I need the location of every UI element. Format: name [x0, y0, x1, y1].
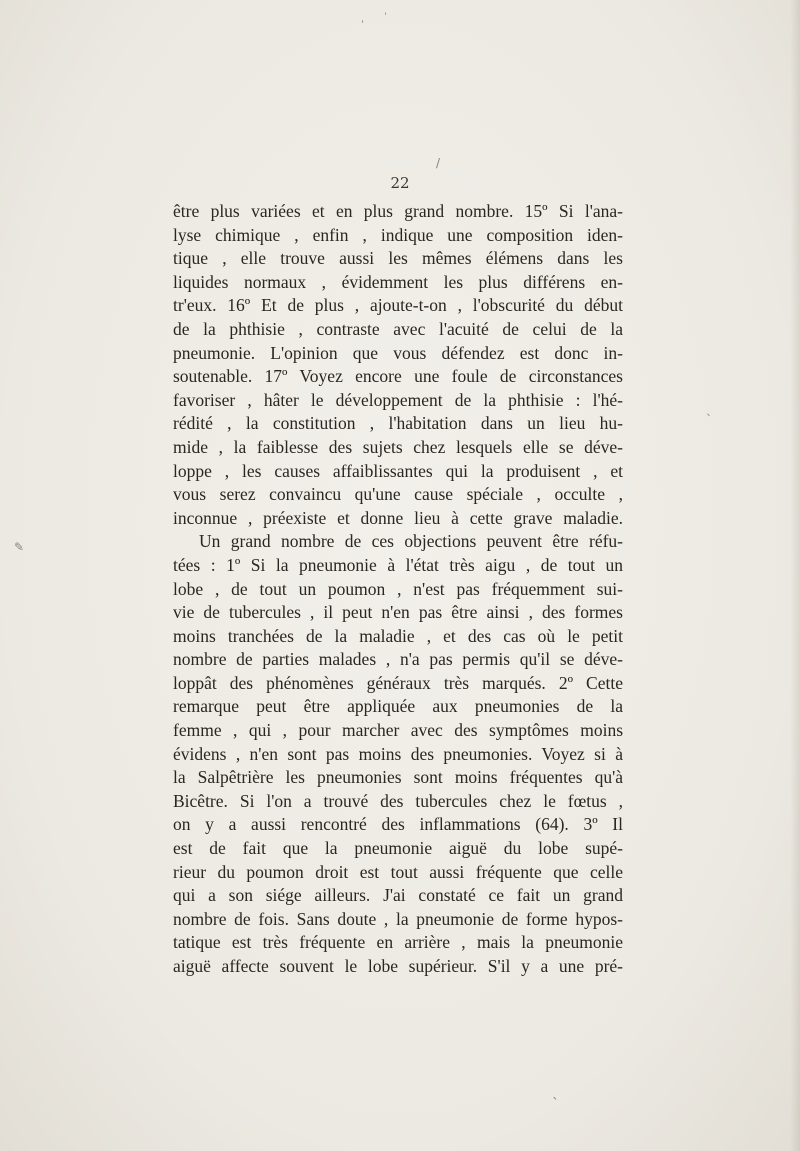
text-line: tique , elle trouve aussi les mêmes élémens dans les — [173, 248, 623, 269]
text-line: vie de tubercules , il peut n'en pas être ainsi , des formes — [173, 602, 623, 623]
paper-speck: ✎ — [14, 540, 25, 554]
text-line: nombre de fois. Sans doute , la pneumonie de forme hypos- — [173, 908, 623, 929]
text-line: loppât des phénomènes généraux très marqués. 2º Cette — [173, 672, 623, 693]
page-number: 22 — [390, 174, 410, 192]
text-line: Un grand nombre de ces objections peuvent être réfu- — [199, 531, 623, 552]
paper-speck: ˎ — [706, 402, 712, 416]
text-line: femme , qui , pour marcher avec des symptômes moins — [173, 720, 623, 741]
body-text — [173, 200, 623, 979]
text-line: est de fait que la pneumonie aiguë du lobe supé- — [173, 838, 623, 859]
text-line: évidens , n'en sont pas moins des pneumonies. Voyez si à — [173, 743, 623, 764]
text-line: nombre de parties malades , n'a pas permis qu'il se déve- — [173, 649, 623, 670]
text-line: remarque peut être appliquée aux pneumonies de la — [173, 696, 623, 717]
text-line: tées : 1º Si la pneumonie à l'état très aigu , de tout un — [173, 554, 623, 575]
text-line: être plus variées et en plus grand nombre. 15º Si l'ana- — [173, 201, 623, 221]
page-edge-shadow — [790, 0, 800, 1151]
text-line: rédité , la constitution , l'habitation dans un lieu hu- — [173, 413, 623, 434]
text-line: de la phthisie , contraste avec l'acuité de celui de la — [173, 318, 623, 339]
text-line: la Salpêtrière les pneumonies sont moins fréquentes qu'à — [173, 767, 623, 788]
paper-speck: ˈ — [384, 12, 387, 23]
text-line: vous serez convaincu qu'une cause spéciale , occulte , — [173, 484, 623, 505]
text-line: lobe , de tout un poumon , n'est pas fréquemment sui- — [173, 578, 623, 599]
text-line: on y a aussi rencontré des inflammations (64). 3º Il — [173, 814, 623, 835]
paragraph-2 — [173, 530, 623, 978]
paper-speck: ˈ — [361, 18, 365, 31]
text-line: moins tranchées de la maladie , et des cas où le petit — [173, 625, 623, 646]
text-line: loppe , les causes affaiblissantes qui la produisent , et — [173, 460, 623, 481]
paper-speck: ˎ — [552, 1084, 559, 1100]
text-line: mide , la faiblesse des sujets chez lesquels elle se déve- — [173, 436, 623, 457]
text-line: pneumonie. L'opinion que vous défendez est donc in- — [173, 342, 623, 363]
text-line: liquides normaux , évidemment les plus différens en- — [173, 271, 623, 292]
text-line: qui a son siége ailleurs. J'ai constaté ce fait un grand — [173, 885, 623, 906]
text-line: inconnue , préexiste et donne lieu à cette grave maladie. — [173, 507, 623, 528]
text-line: rieur du poumon droit est tout aussi fréquente que celle — [173, 861, 623, 882]
text-line: tr'eux. 16º Et de plus , ajoute-t-on , l'obscurité du début — [173, 295, 623, 316]
paragraph-1 — [173, 200, 623, 530]
text-line: Bicêtre. Si l'on a trouvé des tubercules chez le fœtus , — [173, 790, 623, 811]
paper-speck: / — [436, 156, 441, 170]
text-line: aiguë affecte souvent le lobe supérieur. S'il y a une pré- — [173, 956, 623, 976]
text-line: lyse chimique , enfin , indique une composition iden- — [173, 224, 623, 245]
text-line: soutenable. 17º Voyez encore une foule de circonstances — [173, 366, 623, 387]
text-line: tatique est très fréquente en arrière , mais la pneumonie — [173, 932, 623, 953]
text-line: favoriser , hâter le développement de la phthisie : l'hé- — [173, 389, 623, 410]
